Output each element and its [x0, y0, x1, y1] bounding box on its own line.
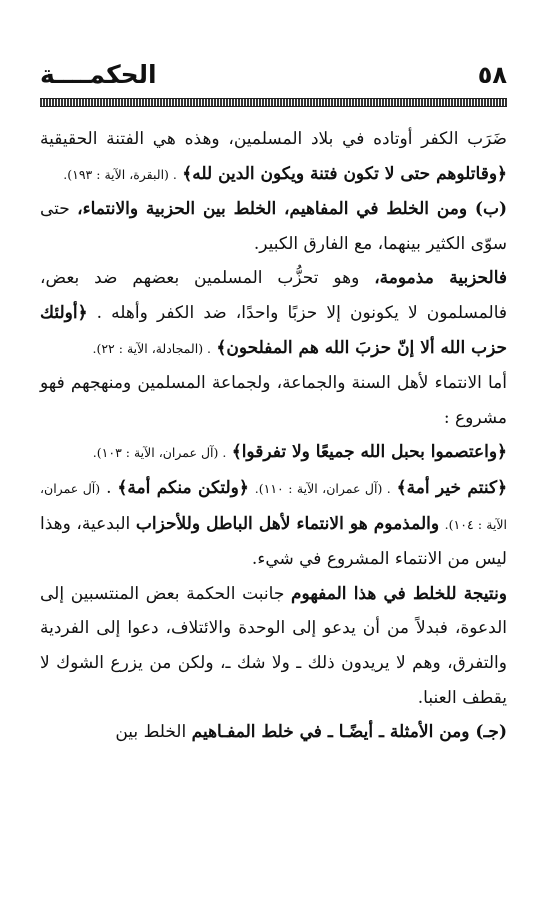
text: .	[106, 477, 112, 498]
running-title: الحكمــــة	[40, 60, 157, 89]
verse-reference: (آل عمران، الآية : ١٠٤).	[40, 480, 508, 532]
text: حتى سوّى الكثير بينهما، مع الفارق الكبير.	[40, 199, 507, 254]
section-heading-c: (جـ) ومن الأمثلة ـ أيضًـا ـ في خلط المفـاهيم	[191, 722, 507, 743]
paragraph-7	[40, 577, 507, 715]
paragraph-3	[40, 261, 507, 366]
text: البدعية، وهذا ليس من الانتماء المشروع في شيء.	[40, 513, 507, 570]
quran-quote: ﴿وقاتلوهم حتى لا تكون فتنة ويكون الدين لله﴾	[182, 163, 507, 184]
text: الخلط بين	[115, 722, 187, 743]
emphasis: والمذموم هو الانتماء لأهل الباطل وللأحزاب	[135, 513, 440, 534]
paragraph-1	[40, 122, 507, 192]
emphasis: ونتيجة للخلط في هذا المفهوم	[291, 583, 508, 604]
quran-quote: ﴿واعتصموا بحبل الله جميعًا ولا تفرقوا﴾	[231, 442, 507, 463]
paragraph-2	[40, 192, 507, 261]
page-number: ٥٨	[477, 61, 507, 89]
verse-reference: . (البقرة، الآية : ١٩٣).	[63, 166, 177, 182]
verse-reference: . (آل عمران، الآية : ١٠٣).	[92, 445, 227, 461]
quran-quote: ﴿كنتم خير أمة﴾	[396, 477, 508, 498]
paragraph-8	[40, 715, 507, 750]
quran-quote: ﴿أولئك حزب الله ألا إنّ حزبَ الله هم المفلحون﴾	[40, 302, 507, 358]
paragraph-4	[40, 366, 507, 435]
text: جانبت الحكمة بعض المنتسبين إلى الدعوة، فبدلاً من أن يدعو إلى الوحدة والائتلاف، دعوا إلى الفردية والتفرق، وهم لا يريدون ذلك ـ ولا شك ـ، ولكن من يزرع الشوك لا يقطف العنبا.	[40, 583, 507, 708]
page-header	[40, 58, 507, 98]
section-heading-b: (ب) ومن الخلط في المفاهيم، الخلط بين الحزبية والانتماء،	[77, 199, 507, 220]
page-body	[40, 122, 507, 750]
text: أما الانتماء لأهل السنة والجماعة، ولجماعة المسلمين ومنهجهم فهو مشروع :	[40, 373, 507, 428]
verse-reference: . (المجادلة، الآية : ٢٢).	[92, 340, 212, 356]
text: وهو تحزُّب المسلمين بعضهم ضد بعض، فالمسلمون لا يكونون إلا حزبًا واحدًا، ضد الكفر وأهله .	[40, 268, 507, 323]
text: ضَرَب الكفر أوتاده في بلاد المسلمين، وهذه هي الفتنة الحقيقية	[40, 129, 507, 149]
verse-reference: . (آل عمران، الآية : ١١٠).	[254, 480, 391, 496]
emphasis: فالحزبية مذمومة،	[374, 268, 508, 289]
paragraph-5	[40, 435, 507, 471]
header-divider	[40, 98, 507, 107]
paragraph-6	[40, 471, 507, 577]
quran-quote: ﴿ولتكن منكم أمة﴾	[117, 477, 249, 498]
